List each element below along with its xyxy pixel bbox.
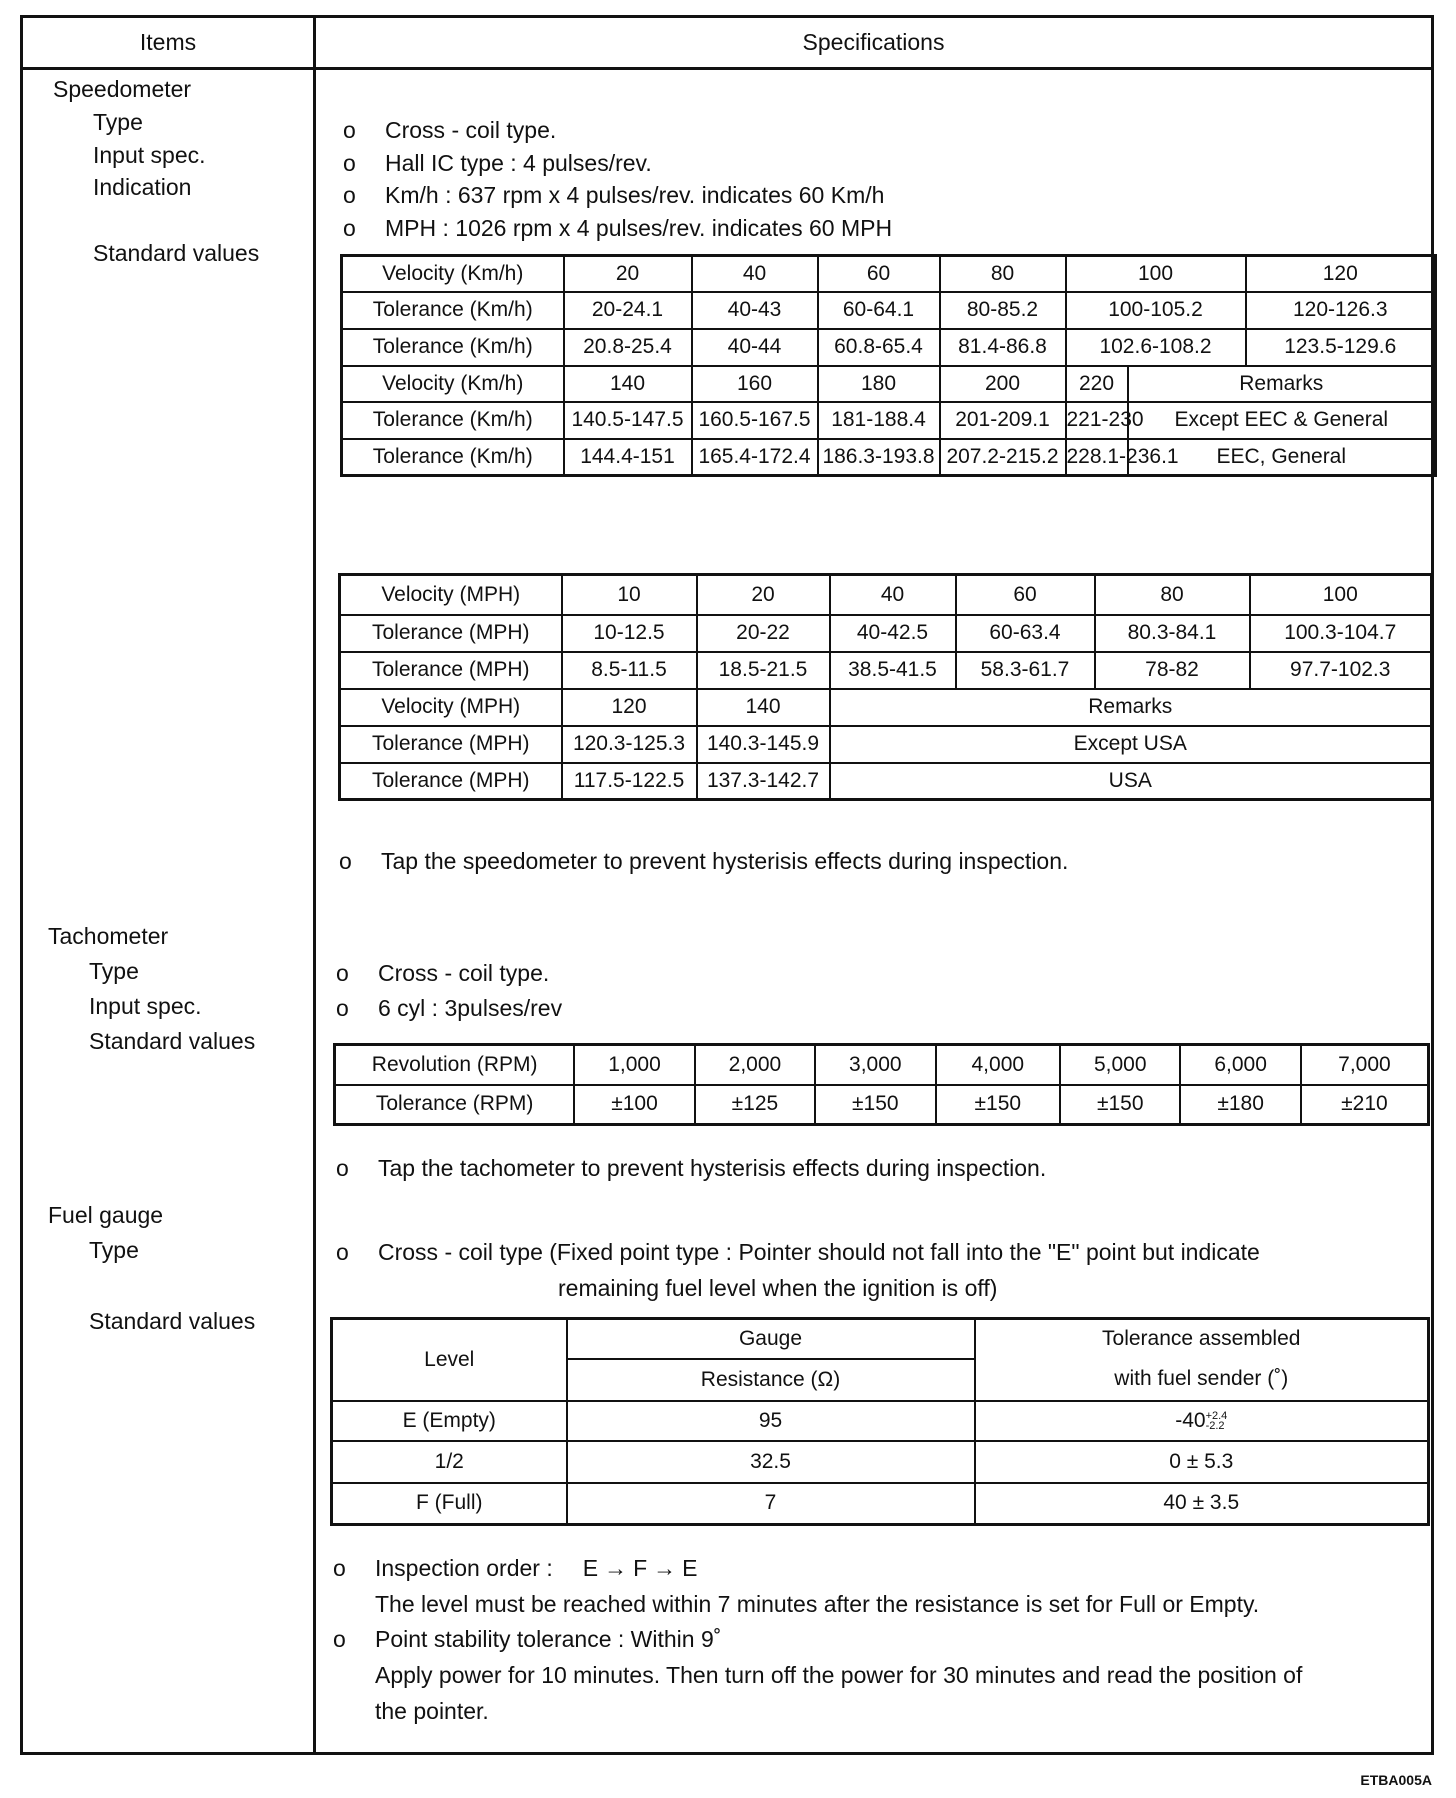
table-cell: 78-82 bbox=[1095, 652, 1250, 689]
tachometer-type-text: Cross - coil type. bbox=[378, 960, 550, 986]
fuel-gauge-table bbox=[330, 1317, 1430, 1526]
speedometer-type-spec bbox=[343, 117, 556, 144]
table-cell: 58.3-61.7 bbox=[956, 652, 1095, 689]
table-cell: 2,000 bbox=[695, 1045, 815, 1085]
table-cell: 20 bbox=[697, 575, 830, 615]
table-cell: 186.3-193.8 bbox=[818, 439, 940, 476]
speedometer-note bbox=[339, 848, 1068, 875]
header-specifications: Specifications bbox=[802, 29, 945, 55]
fuel-gauge-type-text: Cross - coil type (Fixed point type : Pointer should not fall into the "E" point but indicate bbox=[378, 1239, 1260, 1265]
tolerance-upper: +2.4 bbox=[1205, 1409, 1228, 1422]
gauge-header: Gauge bbox=[567, 1319, 975, 1359]
table-cell: Velocity (MPH) bbox=[340, 575, 562, 615]
tachometer-title: Tachometer bbox=[48, 923, 169, 949]
inspection-order-label: Inspection order : bbox=[375, 1555, 553, 1581]
table-cell: 140 bbox=[564, 366, 692, 402]
table-cell: 117.5-122.5 bbox=[562, 763, 697, 800]
fuel-gauge-type-text-cont: remaining fuel level when the ignition is off) bbox=[558, 1275, 998, 1301]
table-row bbox=[342, 439, 1436, 476]
speedometer-note-text: Tap the speedometer to prevent hysterisis effects during inspection. bbox=[381, 848, 1069, 874]
table-cell: 60 bbox=[956, 575, 1095, 615]
table-cell: 100 bbox=[1250, 575, 1432, 615]
table-cell: 0 ± 5.3 bbox=[975, 1441, 1429, 1483]
table-cell: 8.5-11.5 bbox=[562, 652, 697, 689]
tolerance-header-line1: Tolerance assembled bbox=[975, 1319, 1429, 1359]
table-cell: 123.5-129.6 bbox=[1246, 329, 1436, 366]
table-cell: 40 bbox=[692, 256, 818, 292]
table-cell: Velocity (MPH) bbox=[340, 689, 562, 726]
table-cell: 120 bbox=[562, 689, 697, 726]
table-cell bbox=[975, 1401, 1429, 1441]
table-cell: 20-24.1 bbox=[564, 292, 692, 329]
table-row bbox=[340, 689, 1432, 726]
resistance-header: Resistance (Ω) bbox=[567, 1359, 975, 1401]
table-cell: 165.4-172.4 bbox=[692, 439, 818, 476]
table-cell: 5,000 bbox=[1060, 1045, 1180, 1085]
table-cell: 7,000 bbox=[1301, 1045, 1429, 1085]
tolerance-limits bbox=[1206, 1411, 1228, 1431]
table-cell: 18.5-21.5 bbox=[697, 652, 830, 689]
table-cell: 160.5-167.5 bbox=[692, 402, 818, 439]
table-row bbox=[340, 615, 1432, 652]
indication-kmh-text: Km/h : 637 rpm x 4 pulses/rev. indicates 60 Km/h bbox=[385, 182, 885, 208]
stability-note-line1: Apply power for 10 minutes. Then turn off the power for 30 minutes and read the position of bbox=[375, 1662, 1303, 1688]
table-cell: 4,000 bbox=[936, 1045, 1061, 1085]
speedometer-input-label: Input spec. bbox=[93, 142, 206, 168]
header-items: Items bbox=[139, 29, 197, 55]
table-cell: Tolerance (Km/h) bbox=[342, 329, 564, 366]
tolerance-value: -40 bbox=[1175, 1408, 1206, 1432]
fuel-gauge-standard-label: Standard values bbox=[89, 1308, 256, 1334]
table-cell: ±125 bbox=[695, 1085, 815, 1125]
table-row bbox=[342, 402, 1436, 439]
bullet: o bbox=[343, 150, 356, 176]
tachometer-input-text: 6 cyl : 3pulses/rev bbox=[378, 995, 563, 1021]
speedometer-input-spec bbox=[343, 150, 652, 177]
table-cell: 228.1-236.1 bbox=[1066, 439, 1128, 476]
tolerance-header-line2: with fuel sender (˚) bbox=[975, 1359, 1429, 1401]
tachometer-standard-label: Standard values bbox=[89, 1028, 256, 1054]
stability-tolerance bbox=[333, 1626, 721, 1653]
table-cell: 100-105.2 bbox=[1066, 292, 1246, 329]
table-cell: 10 bbox=[562, 575, 697, 615]
table-cell: 137.3-142.7 bbox=[697, 763, 830, 800]
speedometer-title: Speedometer bbox=[53, 76, 192, 102]
inspection-step: F bbox=[633, 1555, 648, 1581]
bullet: o bbox=[336, 995, 349, 1021]
speedometer-input-text: Hall IC type : 4 pulses/rev. bbox=[385, 150, 652, 176]
table-cell: ±150 bbox=[936, 1085, 1061, 1125]
table-cell: 38.5-41.5 bbox=[830, 652, 956, 689]
table-cell: 40-43 bbox=[692, 292, 818, 329]
spec-sheet-frame bbox=[20, 15, 1434, 1755]
bullet: o bbox=[343, 215, 356, 241]
table-cell: 95 bbox=[567, 1401, 975, 1441]
speedometer-type-text: Cross - coil type. bbox=[385, 117, 557, 143]
table-cell: 40 bbox=[830, 575, 956, 615]
table-row bbox=[342, 366, 1436, 402]
table-cell: 80 bbox=[940, 256, 1066, 292]
table-cell: 40-42.5 bbox=[830, 615, 956, 652]
bullet: o bbox=[343, 117, 356, 143]
table-cell: 120-126.3 bbox=[1246, 292, 1436, 329]
speedometer-type-label: Type bbox=[93, 109, 143, 135]
table-cell: 60.8-65.4 bbox=[818, 329, 940, 366]
indication-mph-text: MPH : 1026 rpm x 4 pulses/rev. indicates 60 MPH bbox=[385, 215, 893, 241]
table-row bbox=[332, 1401, 1429, 1441]
inspection-step: E bbox=[582, 1555, 599, 1581]
table-cell: Tolerance (Km/h) bbox=[342, 439, 564, 476]
table-cell: 6,000 bbox=[1180, 1045, 1300, 1085]
table-row bbox=[332, 1441, 1429, 1483]
tachometer-note-text: Tap the tachometer to prevent hysterisis effects during inspection. bbox=[378, 1155, 1047, 1181]
table-cell: 1/2 bbox=[332, 1441, 567, 1483]
tachometer-type-spec bbox=[336, 960, 549, 987]
arrow-right-icon: → bbox=[604, 1555, 628, 1581]
table-cell: E (Empty) bbox=[332, 1401, 567, 1441]
bullet: o bbox=[336, 1239, 349, 1265]
bullet: o bbox=[333, 1555, 346, 1581]
inspection-order bbox=[333, 1555, 697, 1582]
table-cell: 60-64.1 bbox=[818, 292, 940, 329]
table-cell: ±150 bbox=[815, 1085, 935, 1125]
table-cell: USA bbox=[830, 763, 1432, 800]
table-cell: 7 bbox=[567, 1483, 975, 1525]
table-cell: 40 ± 3.5 bbox=[975, 1483, 1429, 1525]
inspection-step: E bbox=[682, 1555, 698, 1581]
table-cell: 140.5-147.5 bbox=[564, 402, 692, 439]
table-cell: 220 bbox=[1066, 366, 1128, 402]
table-cell: Tolerance (RPM) bbox=[335, 1085, 575, 1125]
table-cell: 120 bbox=[1246, 256, 1436, 292]
bullet: o bbox=[343, 182, 356, 208]
table-cell: 20.8-25.4 bbox=[564, 329, 692, 366]
header-row bbox=[23, 18, 1431, 70]
table-cell: ±100 bbox=[574, 1085, 694, 1125]
table-cell: Except EEC & General bbox=[1128, 402, 1436, 439]
table-cell: 1,000 bbox=[574, 1045, 694, 1085]
bullet: o bbox=[333, 1626, 346, 1652]
table-cell: 200 bbox=[940, 366, 1066, 402]
tachometer-input-spec bbox=[336, 995, 562, 1022]
table-cell: 221-230 bbox=[1066, 402, 1128, 439]
table-cell: EEC, General bbox=[1128, 439, 1436, 476]
table-row bbox=[340, 652, 1432, 689]
table-row bbox=[335, 1045, 1429, 1085]
table-cell: 144.4-151 bbox=[564, 439, 692, 476]
table-cell: ±150 bbox=[1060, 1085, 1180, 1125]
table-cell: 160 bbox=[692, 366, 818, 402]
table-cell: Revolution (RPM) bbox=[335, 1045, 575, 1085]
document-code: ETBA005A bbox=[1360, 1772, 1432, 1788]
bullet: o bbox=[339, 848, 352, 874]
table-cell: 100.3-104.7 bbox=[1250, 615, 1432, 652]
table-cell: Tolerance (MPH) bbox=[340, 652, 562, 689]
table-cell: Velocity (Km/h) bbox=[342, 366, 564, 402]
fuel-gauge-title: Fuel gauge bbox=[48, 1202, 164, 1228]
mph-tolerance-table bbox=[338, 573, 1433, 801]
table-cell: 80-85.2 bbox=[940, 292, 1066, 329]
table-cell: Except USA bbox=[830, 726, 1432, 763]
table-row bbox=[342, 329, 1436, 366]
table-cell: Tolerance (MPH) bbox=[340, 763, 562, 800]
table-cell: 180 bbox=[818, 366, 940, 402]
fuel-gauge-type-label: Type bbox=[89, 1237, 139, 1263]
table-row bbox=[340, 763, 1432, 800]
table-row bbox=[332, 1319, 1429, 1359]
tachometer-type-label: Type bbox=[89, 958, 139, 984]
arrow-right-icon: → bbox=[653, 1555, 677, 1581]
table-cell: 40-44 bbox=[692, 329, 818, 366]
table-cell: 60-63.4 bbox=[956, 615, 1095, 652]
table-cell: F (Full) bbox=[332, 1483, 567, 1525]
tolerance-lower: -2.2 bbox=[1205, 1419, 1225, 1432]
table-cell: 20-22 bbox=[697, 615, 830, 652]
table-cell: 80.3-84.1 bbox=[1095, 615, 1250, 652]
stability-text: Point stability tolerance : Within 9˚ bbox=[375, 1626, 722, 1652]
stability-note-line2: the pointer. bbox=[375, 1698, 489, 1724]
table-cell: ±210 bbox=[1301, 1085, 1429, 1125]
table-cell: 102.6-108.2 bbox=[1066, 329, 1246, 366]
table-cell: 81.4-86.8 bbox=[940, 329, 1066, 366]
table-cell: 20 bbox=[564, 256, 692, 292]
column-divider bbox=[313, 18, 316, 1752]
rpm-tolerance-table bbox=[333, 1043, 1430, 1126]
table-row bbox=[335, 1085, 1429, 1125]
level-header: Level bbox=[332, 1319, 567, 1401]
fuel-gauge-type-spec bbox=[336, 1239, 1260, 1266]
speedometer-indication-label: Indication bbox=[93, 174, 192, 200]
bullet: o bbox=[336, 960, 349, 986]
speedometer-indication-kmh bbox=[343, 182, 884, 209]
table-row bbox=[340, 726, 1432, 763]
bullet: o bbox=[336, 1155, 349, 1181]
speedometer-standard-label: Standard values bbox=[93, 240, 260, 266]
table-cell: 80 bbox=[1095, 575, 1250, 615]
table-cell: Tolerance (MPH) bbox=[340, 615, 562, 652]
table-row bbox=[340, 575, 1432, 615]
tachometer-note bbox=[336, 1155, 1046, 1182]
table-cell: Tolerance (Km/h) bbox=[342, 402, 564, 439]
table-cell: 181-188.4 bbox=[818, 402, 940, 439]
table-cell: 140 bbox=[697, 689, 830, 726]
table-cell: 10-12.5 bbox=[562, 615, 697, 652]
table-cell: 97.7-102.3 bbox=[1250, 652, 1432, 689]
table-cell: 201-209.1 bbox=[940, 402, 1066, 439]
table-cell: Tolerance (Km/h) bbox=[342, 292, 564, 329]
table-cell: Remarks bbox=[1128, 366, 1436, 402]
table-row bbox=[332, 1483, 1429, 1525]
table-cell: 3,000 bbox=[815, 1045, 935, 1085]
inspection-note: The level must be reached within 7 minutes after the resistance is set for Full or Empty. bbox=[375, 1591, 1260, 1617]
kmh-tolerance-table bbox=[340, 254, 1437, 477]
speedometer-indication-mph bbox=[343, 215, 892, 242]
table-row bbox=[342, 292, 1436, 329]
table-cell: 100 bbox=[1066, 256, 1246, 292]
table-cell: Velocity (Km/h) bbox=[342, 256, 564, 292]
table-cell: Tolerance (MPH) bbox=[340, 726, 562, 763]
table-cell: 140.3-145.9 bbox=[697, 726, 830, 763]
table-cell: ±180 bbox=[1180, 1085, 1300, 1125]
table-row bbox=[342, 256, 1436, 292]
table-cell: 32.5 bbox=[567, 1441, 975, 1483]
table-cell: 207.2-215.2 bbox=[940, 439, 1066, 476]
table-cell: 120.3-125.3 bbox=[562, 726, 697, 763]
tachometer-input-label: Input spec. bbox=[89, 993, 202, 1019]
table-cell: 60 bbox=[818, 256, 940, 292]
table-cell: Remarks bbox=[830, 689, 1432, 726]
